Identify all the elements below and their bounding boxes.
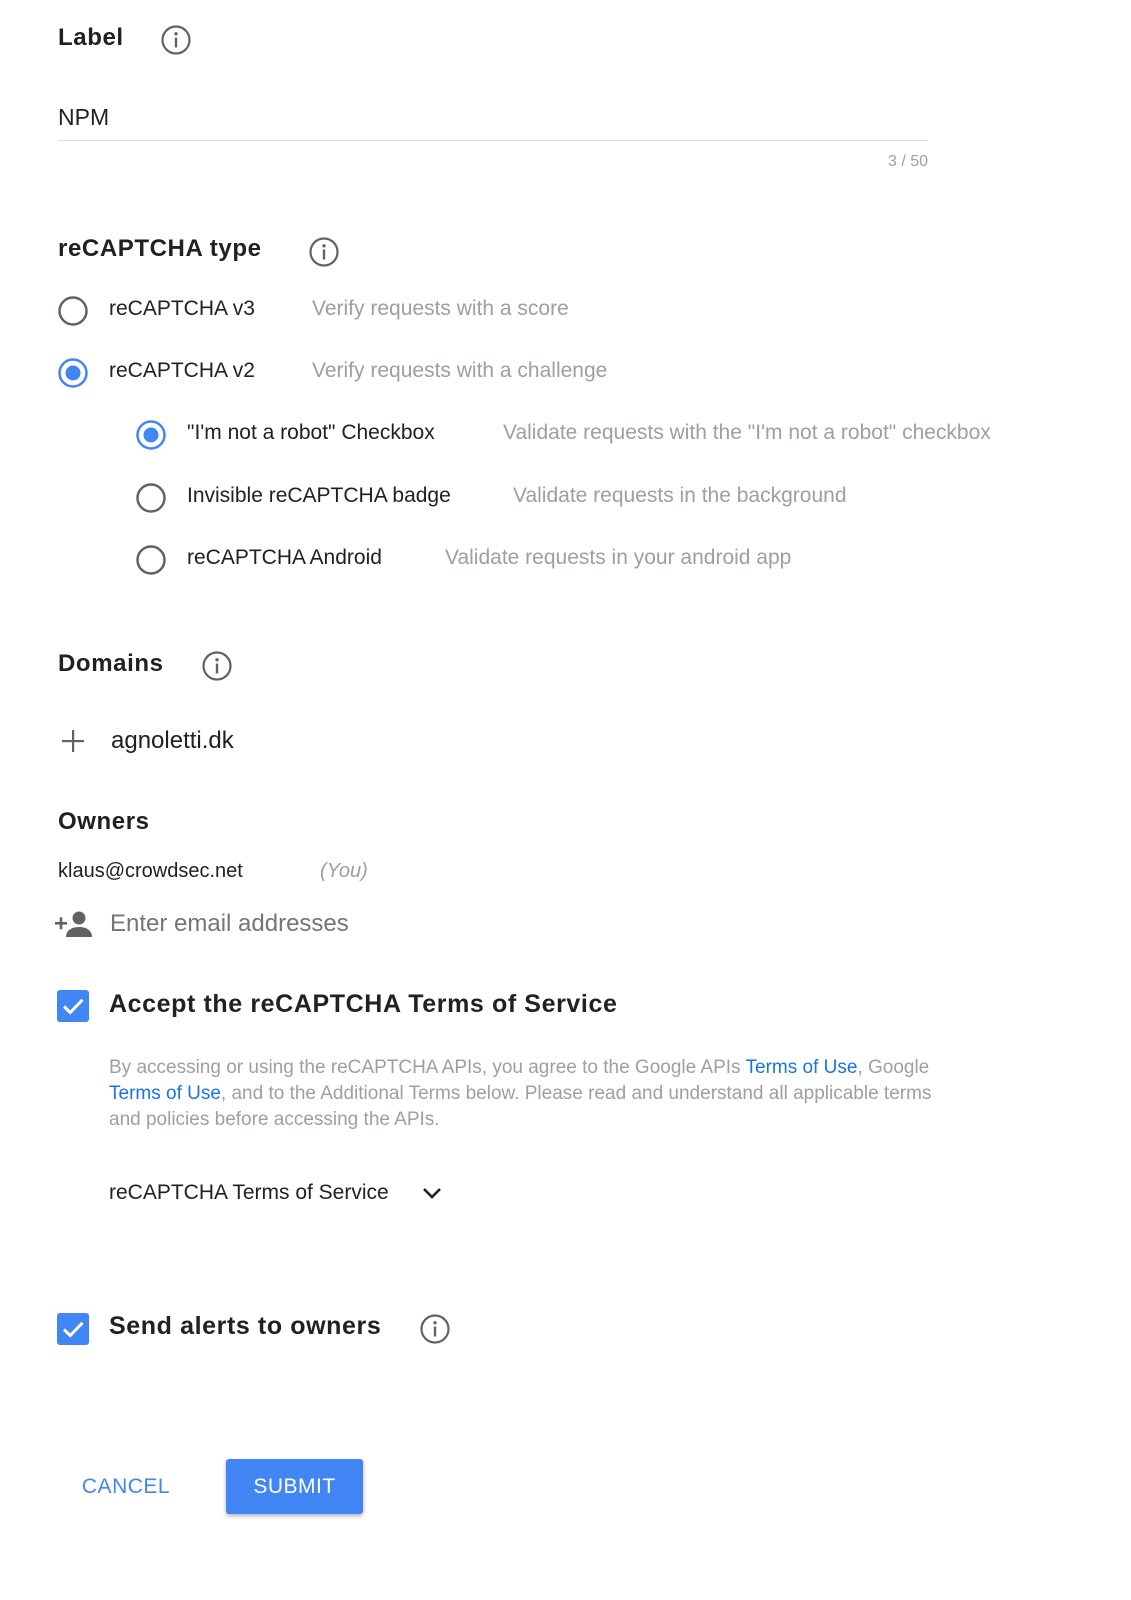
owners-section-title: Owners: [58, 808, 150, 835]
alerts-checkbox[interactable]: [57, 1313, 89, 1345]
terms-title: Accept the reCAPTCHA Terms of Service: [109, 990, 618, 1018]
option-label-v3: reCAPTCHA v3: [109, 297, 255, 320]
label-char-counter: 3 / 50: [887, 153, 928, 170]
option-desc-v2: Verify requests with a challenge: [312, 359, 608, 382]
sub-option-desc-invisible: Validate requests in the background: [513, 484, 847, 507]
sub-option-label-checkbox: "I'm not a robot" Checkbox: [187, 421, 435, 444]
type-section-title: reCAPTCHA type: [58, 235, 262, 262]
sub-option-label-android: reCAPTCHA Android: [187, 546, 382, 569]
terms-of-use-link-1[interactable]: Terms of Use: [745, 1057, 858, 1078]
terms-dropdown-label: reCAPTCHA Terms of Service: [109, 1181, 389, 1204]
option-label-v2: reCAPTCHA v2: [109, 359, 255, 382]
option-desc-v3: Verify requests with a score: [312, 297, 569, 320]
label-input[interactable]: [58, 100, 928, 141]
owner-you-tag: (You): [320, 860, 368, 882]
terms-body: [109, 1055, 1009, 1133]
owner-email: klaus@crowdsec.net: [58, 860, 243, 882]
terms-body-part2: , Google: [857, 1057, 930, 1078]
chevron-down-icon: [421, 1186, 443, 1200]
alerts-info-icon[interactable]: [419, 1313, 451, 1345]
terms-body-part3: , and to the Additional Terms below. Please read and understand all applicable terms: [220, 1083, 932, 1104]
check-icon: [57, 990, 89, 1022]
domains-info-icon[interactable]: [201, 650, 233, 682]
label-input-value: NPM: [58, 104, 110, 130]
sub-option-desc-checkbox: Validate requests with the "I'm not a robot" checkbox: [503, 421, 991, 444]
type-info-icon[interactable]: [308, 236, 340, 268]
owner-email-input[interactable]: [110, 906, 610, 942]
label-info-icon[interactable]: [160, 24, 192, 56]
domain-entry[interactable]: agnoletti.dk: [111, 727, 234, 754]
plus-icon[interactable]: [61, 729, 85, 753]
check-icon: [57, 1313, 89, 1345]
submit-button[interactable]: SUBMIT: [226, 1459, 363, 1514]
cancel-button[interactable]: CANCEL: [81, 1475, 171, 1498]
radio-recaptcha-v3[interactable]: [58, 296, 88, 326]
person-add-icon[interactable]: [55, 910, 93, 938]
alerts-title: Send alerts to owners: [109, 1312, 382, 1340]
domains-section-title: Domains: [58, 650, 164, 677]
terms-body-part4: and policies before accessing the APIs.: [109, 1109, 440, 1130]
terms-of-use-link-2[interactable]: Terms of Use: [109, 1083, 221, 1104]
sub-option-label-invisible: Invisible reCAPTCHA badge: [187, 484, 451, 507]
sub-option-desc-android: Validate requests in your android app: [445, 546, 792, 569]
radio-invisible-badge[interactable]: [136, 483, 166, 513]
radio-android[interactable]: [136, 545, 166, 575]
radio-recaptcha-v2[interactable]: [58, 358, 88, 388]
label-section-title: Label: [58, 24, 124, 51]
terms-body-part1: By accessing or using the reCAPTCHA APIs, you agree to the Google APIs: [109, 1057, 746, 1078]
terms-dropdown[interactable]: [109, 1178, 443, 1208]
radio-not-a-robot-checkbox[interactable]: [136, 420, 166, 450]
terms-checkbox[interactable]: [57, 990, 89, 1022]
